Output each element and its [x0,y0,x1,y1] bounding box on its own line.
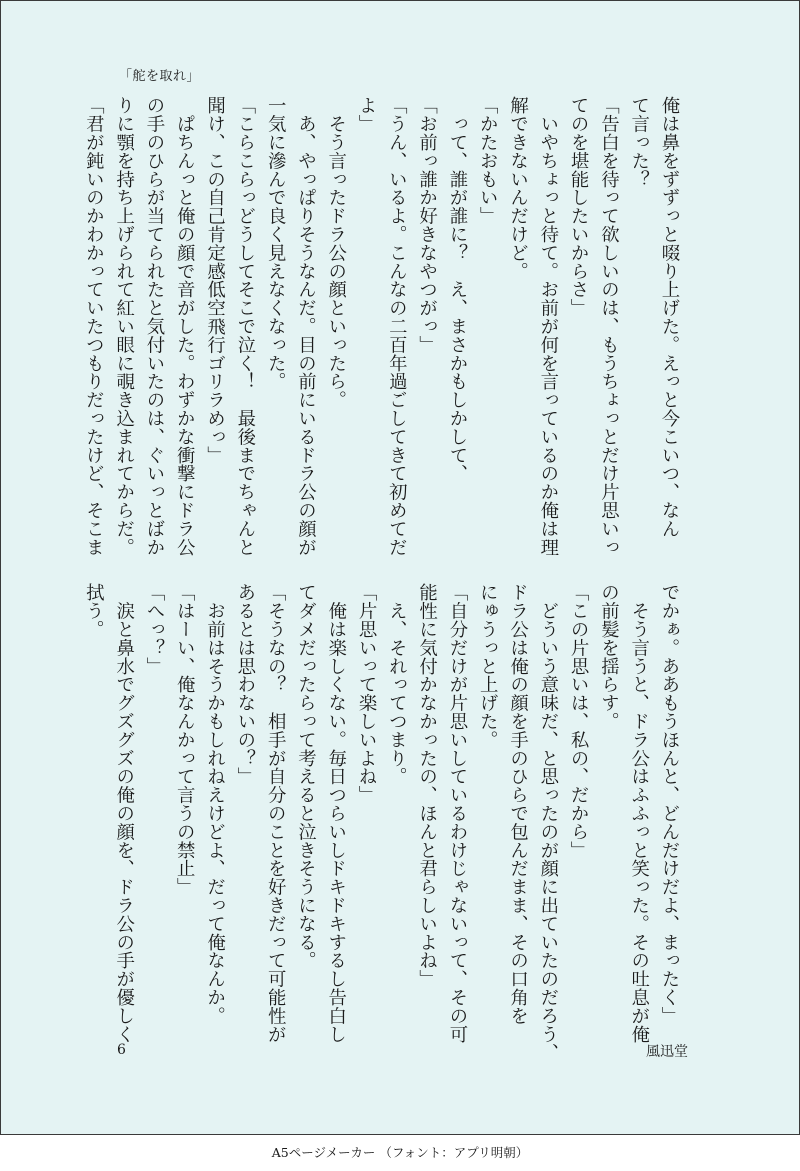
text-line: 聞け、この自己肯定感低空飛行ゴリラめっ」 [204,96,226,464]
text-line: って、誰が誰に？ え、まさかもしかして、 [446,96,468,483]
running-head: 「舵を取れ」 [119,69,201,84]
page-number: 6 [117,1042,126,1058]
text-line: 俺は楽しくない。毎日つらいしドキドキするし告白し [325,583,347,1043]
text-line: の前髪を揺らす。 [598,583,620,731]
text-line: いやちょっと待て。お前が何を言っているのか俺は理 [537,96,559,556]
text-line: え、それってつまり。 [386,583,408,786]
footer-caption: A5ページメーカー （フォント：アプリ明朝） [271,1145,529,1160]
text-line: あ、やっぱりそうなんだ。目の前にいるドラ公の顔が [295,96,317,556]
text-line: そう言うと、ドラ公はふふっと笑った。その吐息が俺 [628,583,650,1043]
text-line: 一気に滲んで良く見えなくなった。 [265,96,287,391]
text-line: りに顎を持ち上げられて紅い眼に覗き込まれてからだ。 [113,96,135,556]
text-line: 「こらこらっどうしてそこで泣く！ 最後までちゃんと [234,96,256,556]
text-line: あるとは思わないの？」 [234,583,256,786]
text-line: 「自分だけが片思いしているわけじゃないって、その可 [446,583,468,1043]
text-line: 能性に気付かなかったの、ほんと君らしいよね」 [416,583,438,988]
text-line: ドラ公は俺の顔を手のひらで包んだまま、その口角を [507,583,529,1025]
text-line: 解できないんだけど。 [507,96,529,280]
text-line: 涙と鼻水でグズグズの俺の顔を、ドラ公の手が優しく [113,583,135,1043]
text-line: 「はーい、俺なんかって言うの禁止」 [174,583,196,896]
text-line: 「お前っ誰か好きなやつがっ」 [416,96,438,354]
text-line: てのを堪能したいからさ」 [568,96,590,317]
text-line: でかぁ。ああもうほんと、どんだけだよ、まったく」 [659,583,680,1025]
text-line: よ」 [356,96,378,133]
text-line: 拭う。 [83,583,105,639]
text-line: の手のひらが当てられたと気付いたのは、ぐいっとばか [143,96,165,556]
text-line: 「片思いって楽しいよね」 [356,583,378,804]
text-block-top [83,96,684,556]
text-line: 「かたおもい」 [477,96,499,225]
text-line: そう言ったドラ公の顔といったら。 [325,96,347,409]
text-line: 「そうなの？ 相手が自分のことを好きだって可能性が [265,583,287,1043]
text-line: 「君が鈍いのかわかっていたつもりだったけど、そこま [83,96,105,556]
text-line: 「この片思いは、私の、だから」 [568,583,590,859]
text-line: どういう意味だ、と思ったのが顔に出ていたのだろう、 [537,583,559,1062]
text-line: 「告白を待って欲しいのは、もうちょっとだけ片思いっ [598,96,620,556]
text-line: 俺は鼻をずずっと啜り上げた。えっと今こいつ、なん [659,96,680,538]
text-line: ぱちんっと俺の顔で音がした。わずかな衝撃にドラ公 [174,96,196,556]
text-line: 「へっ？」 [143,583,165,675]
text-line: お前はそうかもしれねえけどよ、だって俺なんか。 [204,583,226,1025]
text-line: にゅうっと上げた。 [477,583,499,749]
publisher-name: 風迅堂 [646,1044,688,1060]
text-line: て言った？ [628,96,650,188]
text-line: 「うん、いるよ。こんなの二百年過ごしてきて初めてだ [386,96,408,556]
text-line: てダメだったらって考えると泣きそうになる。 [295,583,317,970]
